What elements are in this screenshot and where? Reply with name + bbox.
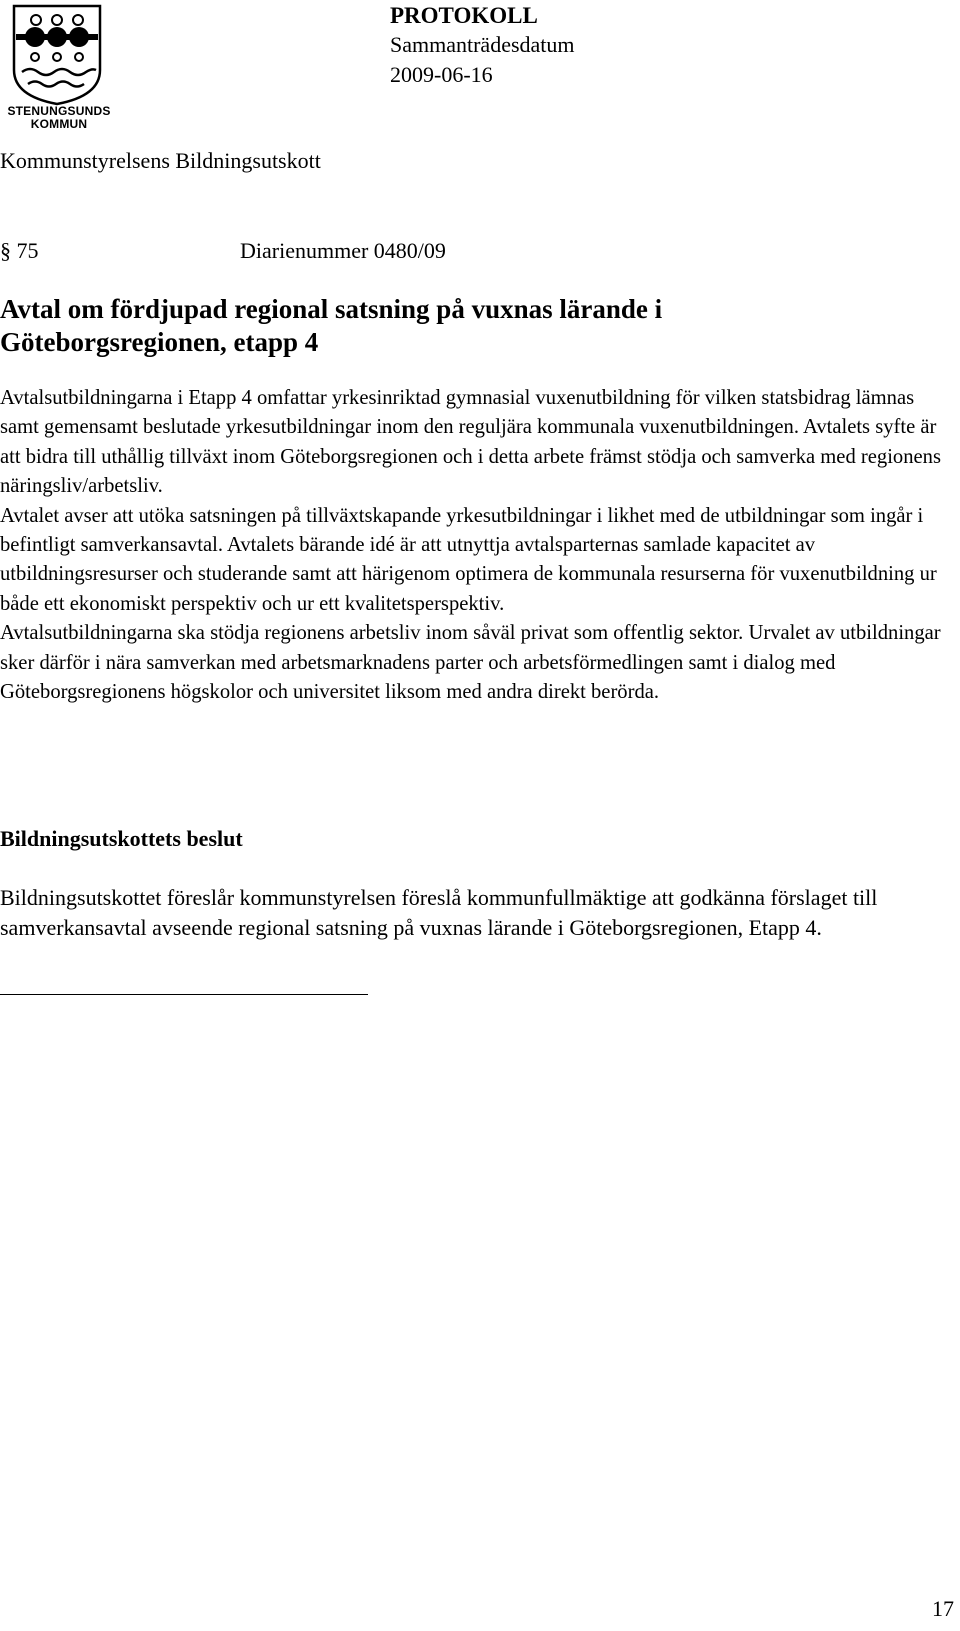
section-number: § 75	[0, 238, 39, 263]
coat-of-arms-icon	[0, 0, 120, 108]
section-row	[0, 238, 446, 264]
logo-text	[0, 105, 118, 131]
diary-number: Diarienummer 0480/09	[240, 238, 446, 263]
paragraph: Avtalsutbildningarna i Etapp 4 omfattar yrkesinriktad gymnasial vuxenutbildning för vilken statsbidrag lämnas samt gemensamt beslutade yrkesutbildningar inom den reguljära kommunala vuxenutbildningen. Avtalets syfte är att bidra till uthållig tillväxt inom Göteborgsregionen och i detta arbete främst stödja och samverka med regionens näringsliv/arbetsliv.	[0, 387, 941, 498]
meeting-date: 2009-06-16	[390, 62, 493, 87]
committee-name: Kommunstyrelsens Bildningsutskott	[0, 148, 321, 173]
document-title: Avtal om fördjupad regional satsning på vuxnas lärande i Göteborgsregionen, etapp 4	[0, 294, 663, 357]
protocol-title: PROTOKOLL	[390, 3, 538, 28]
decision-heading: Bildningsutskottets beslut	[0, 826, 243, 851]
protocol-header	[390, 2, 575, 90]
body-text	[0, 384, 950, 707]
decision-text: Bildningsutskottet föreslår kommunstyrelsen föreslå kommunfullmäktige att godkänna förslaget till samverkansavtal avseende regional satsning på vuxnas lärande i Göteborgsregionen, Etapp 4.	[0, 885, 878, 940]
paragraph: Avtalet avser att utöka satsningen på tillväxtskapande yrkesutbildningar i likhet med de utbildningar som ingår i befintligt samverkansavtal. Avtalets bärande idé är att utnyttja avtalsparternas samlade kapacitet av utbildningsresurser och studerande samt att härigenom optimera de kommunala resurserna för vuxenutbildning ur både ett ekonomiskt perspektiv och ur ett kvalitetsperspektiv.	[0, 504, 937, 615]
meeting-date-label: Sammanträdesdatum	[390, 32, 575, 57]
divider	[0, 994, 368, 995]
municipality-logo	[0, 0, 120, 136]
page-number: 17	[932, 1596, 954, 1621]
paragraph: Avtalsutbildningarna ska stödja regionens arbetsliv inom såväl privat som offentlig sektor. Urvalet av utbildningar sker därför i nära samverkan med arbetsmarknadens parter och arbetsförmedlingen samt i dialog med Göteborgsregionens högskolor och universitet liksom med andra direkt berörda.	[0, 622, 941, 704]
logo-text-line1: STENUNGSUNDS	[7, 104, 111, 118]
logo-text-line2: KOMMUN	[30, 117, 88, 131]
